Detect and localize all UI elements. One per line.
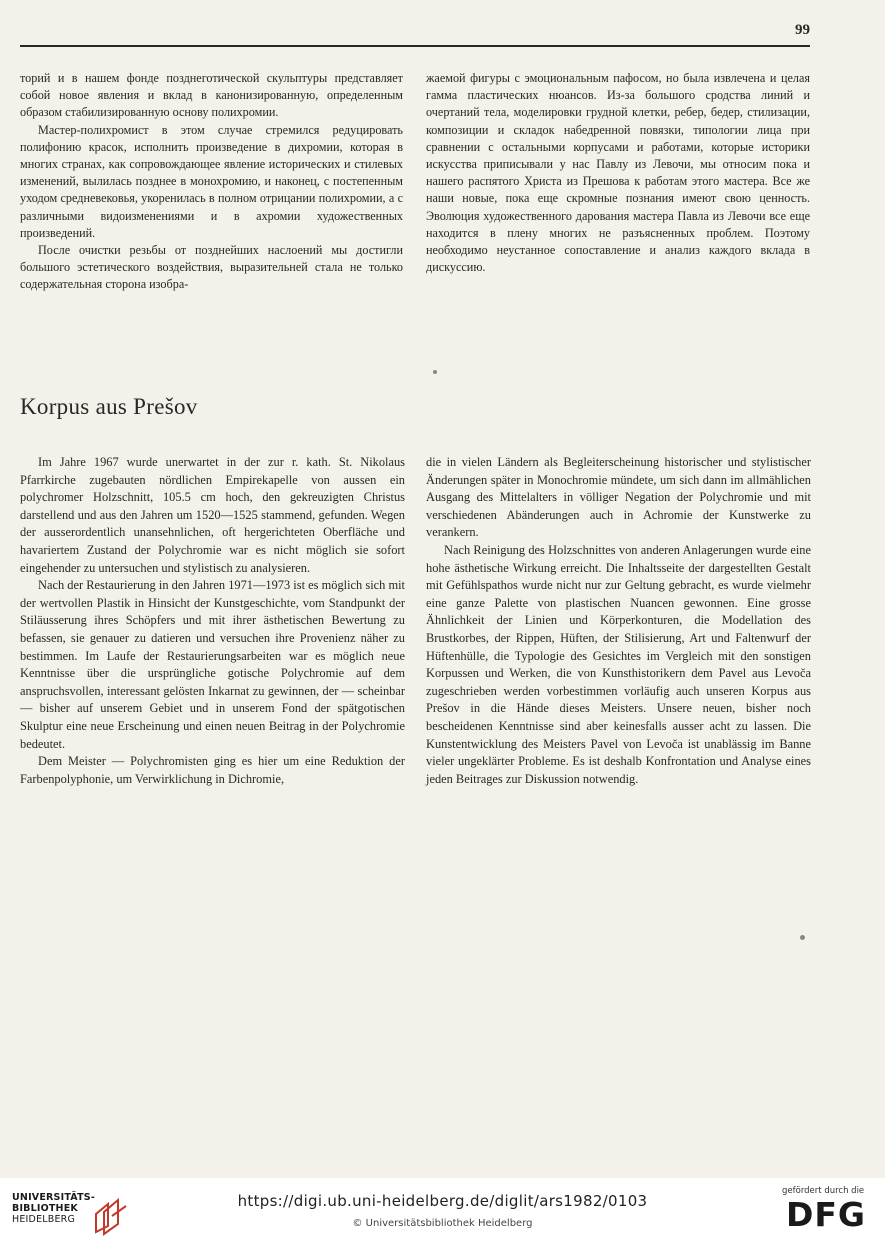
paragraph: жаемой фигуры с эмоциональным пафосом, но была извлечена и целая гамма пластических нюансов. Из-за большого сродства линий и очертаний тела, моделировки грудной клетки, ребер, бедер, стилизации, композиции и складок набедренной повязки, типологии лица при сравнении с остальными корпусами и работами, которые историки искусства приписывали у нас Павлу из Левочи, мы относим пока и нашего распятого Христа из Прешова к работам этого мастера. Все же наши новые, пока еще скромные познания имеют свою ценность. Эволюция художественного дарования мастера Павла из Левочи все еще находится в плену многих не разъясненных проблем. Поэтому необходимо неустанное сопоставление и анализ каждого вклада в дискуссию. — [426, 71, 810, 275]
paragraph: Nach der Restaurierung in den Jahren 1971—1973 ist es möglich sich mit der wertvollen Plastik in Hinsicht der Kunstgeschichte, vom Standpunkt der Stiläusserung ihres Schöpfers und mit ihrer ästhetischen Bewertung zu befassen, sie genauer zu datieren und versuchen ihre Provenienz näher zu bestimmen. Im Laufe der Restaurierungsarbeiten war es möglich neue Kenntnisse über die ursprüngliche gotische Polychromie auf dem anspruchsvollen, interessant gelösten Inkarnat zu gewinnen, der — scheinbar — bisher auf unserem Gebiet und in unserem Fond der spätgotischen Skulptur eine neue Erscheinung und einen neuen Beitrag in der Polychromie bedeutet. — [20, 578, 405, 751]
header-rule — [20, 45, 810, 47]
german-column-right — [426, 454, 811, 788]
paragraph: После очистки резьбы от позднейших наслоений мы достигли большого эстетического воздействия, выразительней стала не только содержательная сторона изобра- — [20, 243, 403, 292]
page-number: 99 — [795, 22, 810, 38]
paragraph: Dem Meister — Polychromisten ging es hier um eine Reduktion der Farbenpolyphonie, um Verwirklichung in Dichromie, — [20, 754, 405, 786]
dfg-logo[interactable]: DFG — [786, 1195, 867, 1234]
german-column-left — [20, 454, 405, 788]
logo-line: HEIDELBERG — [12, 1214, 76, 1225]
viewer-footer — [0, 1178, 885, 1241]
copyright-notice: © Universitätsbibliothek Heidelberg — [352, 1218, 533, 1229]
funding-label: gefördert durch die — [782, 1186, 865, 1196]
logo-line: BIBLIOTHEK — [12, 1203, 78, 1214]
section-title: Korpus aus Prešov — [20, 394, 198, 419]
paragraph: Im Jahre 1967 wurde unerwartet in der zur r. kath. St. Nikolaus Pfarrkirche zugebauten nördlichen Empirekapelle von aussen ein polychromer Holzschnitt, 105.5 cm hoch, den gekreuzigten Christus darstellend und aus den Jahren um 1520—1525 stammend, gefunden. Wegen der ausserordentlich unansehnlichen, oft hergerichteten Oberfläche und havariertem Zustand der Polychromie war es nicht möglich sie sofort eingehender zu untersuchen und stylistisch zu analysieren. — [20, 455, 405, 575]
document-url-link[interactable]: https://digi.ub.uni-heidelberg.de/diglit/ars1982/0103 — [237, 1192, 648, 1210]
paragraph: Мастер-полихромист в этом случае стремился редуцировать полифонию красок, исполнить произведение в дихромии, которая в многих странах, как сопровождающее явление исторических и стилевых изменений, вылилась позднее в монохромию, и наконец, с постепенным уходом средневековья, укоренилась в полном отрицании полихромии, а с различными видоизменениями и в ахромии художественных произведений. — [20, 122, 403, 240]
scan-speck — [433, 370, 437, 374]
russian-column-right — [426, 70, 810, 276]
logo-line: UNIVERSITÄTS- — [12, 1192, 95, 1203]
scan-speck — [800, 935, 805, 940]
russian-column-left — [20, 70, 403, 294]
paragraph: Nach Reinigung des Holzschnittes von anderen Anlagerungen wurde eine hohe ästhetische Wirkung erreicht. Die Inhaltsseite der dargestellten Gestalt mit Gefühlspathos wurde nicht nur zur Geltung gebracht, es wurde vielmehr eine ganze Palette von plastischen Nuancen gewonnen. Eine grosse Ähnlichkeit der Linien und Körperkonturen, die Modellation des Brustkorbes, der Rippen, Hüften, der Stilisierung, Art und Faltenwurf der Hüftenhülle, die Typologie des Gesichtes im Vergleich mit den sonstigen Korpussen und Werken, die von Kunsthistorikern dem Pavel aus Levoča zugeschrieben werden vorbestimmen vorläufig auch unseren Korpus aus Prešov in die Hände dieses Meisters. Unsere neuen, bisher noch bescheidenen Kenntnisse sind aber keinesfalls ausser acht zu lassen. Die Kunstentwicklung des Meisters Pavel von Levoča ist unablässig im Banne vieler ungeklärter Probleme. Es ist deshalb Konfrontation und Analyse eines jeden Beitrages zur Diskussion notwendig. — [426, 542, 811, 786]
paragraph: торий и в нашем фонде позднеготической скульптуры представляет собой новое явления и вклад в канонизированную, определенным образом стабилизированную основу полихромии. — [20, 71, 403, 120]
paragraph: die in vielen Ländern als Begleiterscheinung historischer und stylistischer Änderungen später in Monochromie mündete, um sich dann im allmählichen Ausgang des Mittelalters in völliger Negation der Polychromie und mit verschiedenen Abänderungen auch in Achromie der Kunstwerke zu verankern. — [426, 455, 811, 540]
